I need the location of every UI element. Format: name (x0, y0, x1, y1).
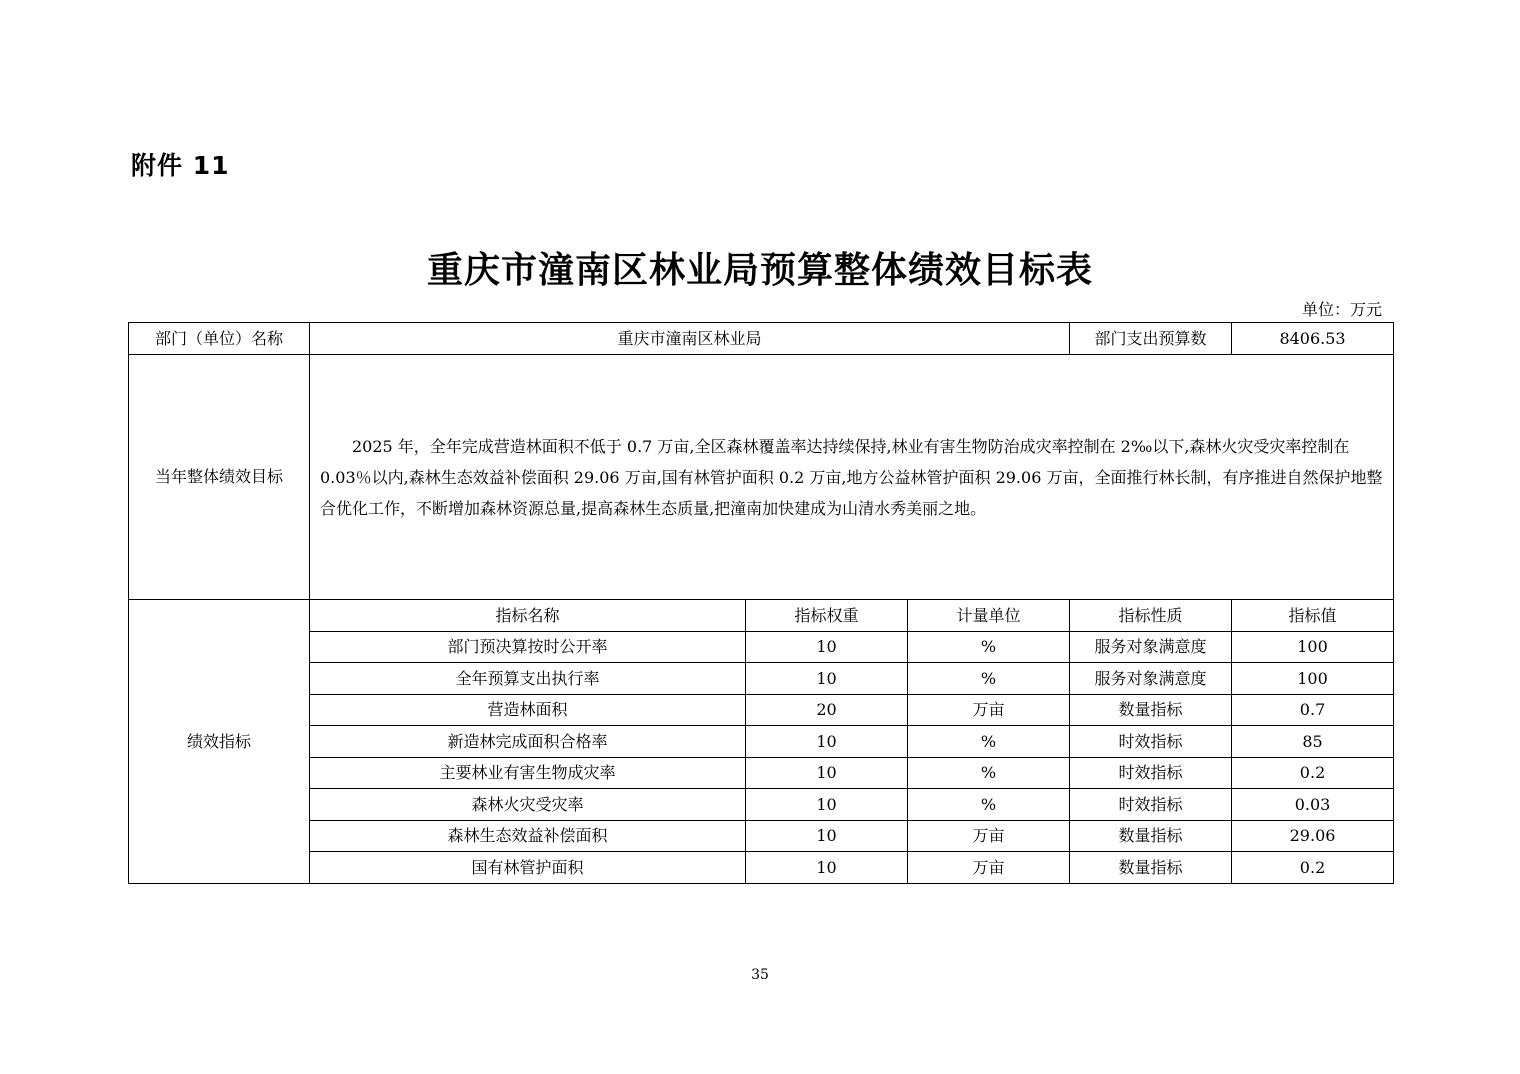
column-header: 计量单位 (908, 600, 1070, 632)
table-row (129, 631, 1394, 663)
indicator-unit: % (908, 757, 1070, 789)
indicator-name: 全年预算支出执行率 (310, 663, 746, 695)
budget-value: 8406.53 (1232, 323, 1394, 355)
column-header: 指标性质 (1070, 600, 1232, 632)
page-number: 35 (751, 967, 769, 983)
indicator-name: 营造林面积 (310, 694, 746, 726)
indicator-unit: % (908, 789, 1070, 821)
table-row (129, 757, 1394, 789)
indicator-header-row (129, 600, 1394, 632)
indicator-value: 0.03 (1232, 789, 1394, 821)
indicator-weight: 20 (746, 694, 908, 726)
goal-text: 2025 年，全年完成营造林面积不低于 0.7 万亩,全区森林覆盖率达持续保持,林业有害生物防治成灾率控制在 2‰以下,森林火灾受灾率控制在 0.03％以内,森林生态效益补偿面积 29.06 万亩,国有林管护面积 0.2 万亩,地方公益林管护面积 29.06 万亩，全面推行林长制，有序推进自然保护地整合优化工作，不断增加森林资源总量,提高森林生态质量,把潼南加快建成为山清水秀美丽之地。 (320, 436, 1383, 518)
indicator-value: 29.06 (1232, 820, 1394, 852)
indicator-weight: 10 (746, 789, 908, 821)
indicator-nature: 服务对象满意度 (1070, 663, 1232, 695)
table-row (129, 789, 1394, 821)
indicator-name: 森林生态效益补偿面积 (310, 820, 746, 852)
dept-name-value: 重庆市潼南区林业局 (310, 323, 1070, 355)
unit-label: 单位：万元 (1301, 300, 1382, 319)
goal-label: 当年整体绩效目标 (129, 355, 310, 600)
goal-cell (310, 355, 1394, 600)
indicator-unit: % (908, 631, 1070, 663)
attachment-label: 附件 11 (131, 151, 230, 180)
column-header: 指标名称 (310, 600, 746, 632)
dept-name-label: 部门（单位）名称 (129, 323, 310, 355)
indicator-name: 森林火灾受灾率 (310, 789, 746, 821)
indicator-unit: 万亩 (908, 694, 1070, 726)
indicator-nature: 时效指标 (1070, 789, 1232, 821)
indicator-nature: 数量指标 (1070, 852, 1232, 884)
budget-label: 部门支出预算数 (1070, 323, 1232, 355)
table-row (129, 726, 1394, 758)
indicator-weight: 10 (746, 852, 908, 884)
indicator-weight: 10 (746, 820, 908, 852)
indicator-value: 0.2 (1232, 757, 1394, 789)
header-row (129, 323, 1394, 355)
column-header: 指标权重 (746, 600, 908, 632)
indicator-value: 100 (1232, 663, 1394, 695)
indicator-name: 新造林完成面积合格率 (310, 726, 746, 758)
indicator-weight: 10 (746, 757, 908, 789)
performance-target-table (128, 322, 1394, 884)
indicator-value: 0.7 (1232, 694, 1394, 726)
indicator-nature: 时效指标 (1070, 726, 1232, 758)
indicator-nature: 服务对象满意度 (1070, 631, 1232, 663)
table-row (129, 663, 1394, 695)
indicator-nature: 数量指标 (1070, 820, 1232, 852)
indicator-weight: 10 (746, 726, 908, 758)
indicator-name: 主要林业有害生物成灾率 (310, 757, 746, 789)
table-row (129, 852, 1394, 884)
page-title: 重庆市潼南区林业局预算整体绩效目标表 (426, 249, 1093, 291)
indicator-value: 85 (1232, 726, 1394, 758)
indicator-nature: 数量指标 (1070, 694, 1232, 726)
column-header: 指标值 (1232, 600, 1394, 632)
indicator-value: 0.2 (1232, 852, 1394, 884)
table-row (129, 694, 1394, 726)
indicators-label: 绩效指标 (129, 600, 310, 884)
indicator-unit: 万亩 (908, 852, 1070, 884)
indicator-value: 100 (1232, 631, 1394, 663)
goal-row (129, 355, 1394, 600)
indicator-unit: % (908, 726, 1070, 758)
indicator-nature: 时效指标 (1070, 757, 1232, 789)
indicator-weight: 10 (746, 663, 908, 695)
indicator-name: 部门预决算按时公开率 (310, 631, 746, 663)
indicator-weight: 10 (746, 631, 908, 663)
indicator-unit: 万亩 (908, 820, 1070, 852)
table-row (129, 820, 1394, 852)
indicator-unit: % (908, 663, 1070, 695)
indicator-name: 国有林管护面积 (310, 852, 746, 884)
